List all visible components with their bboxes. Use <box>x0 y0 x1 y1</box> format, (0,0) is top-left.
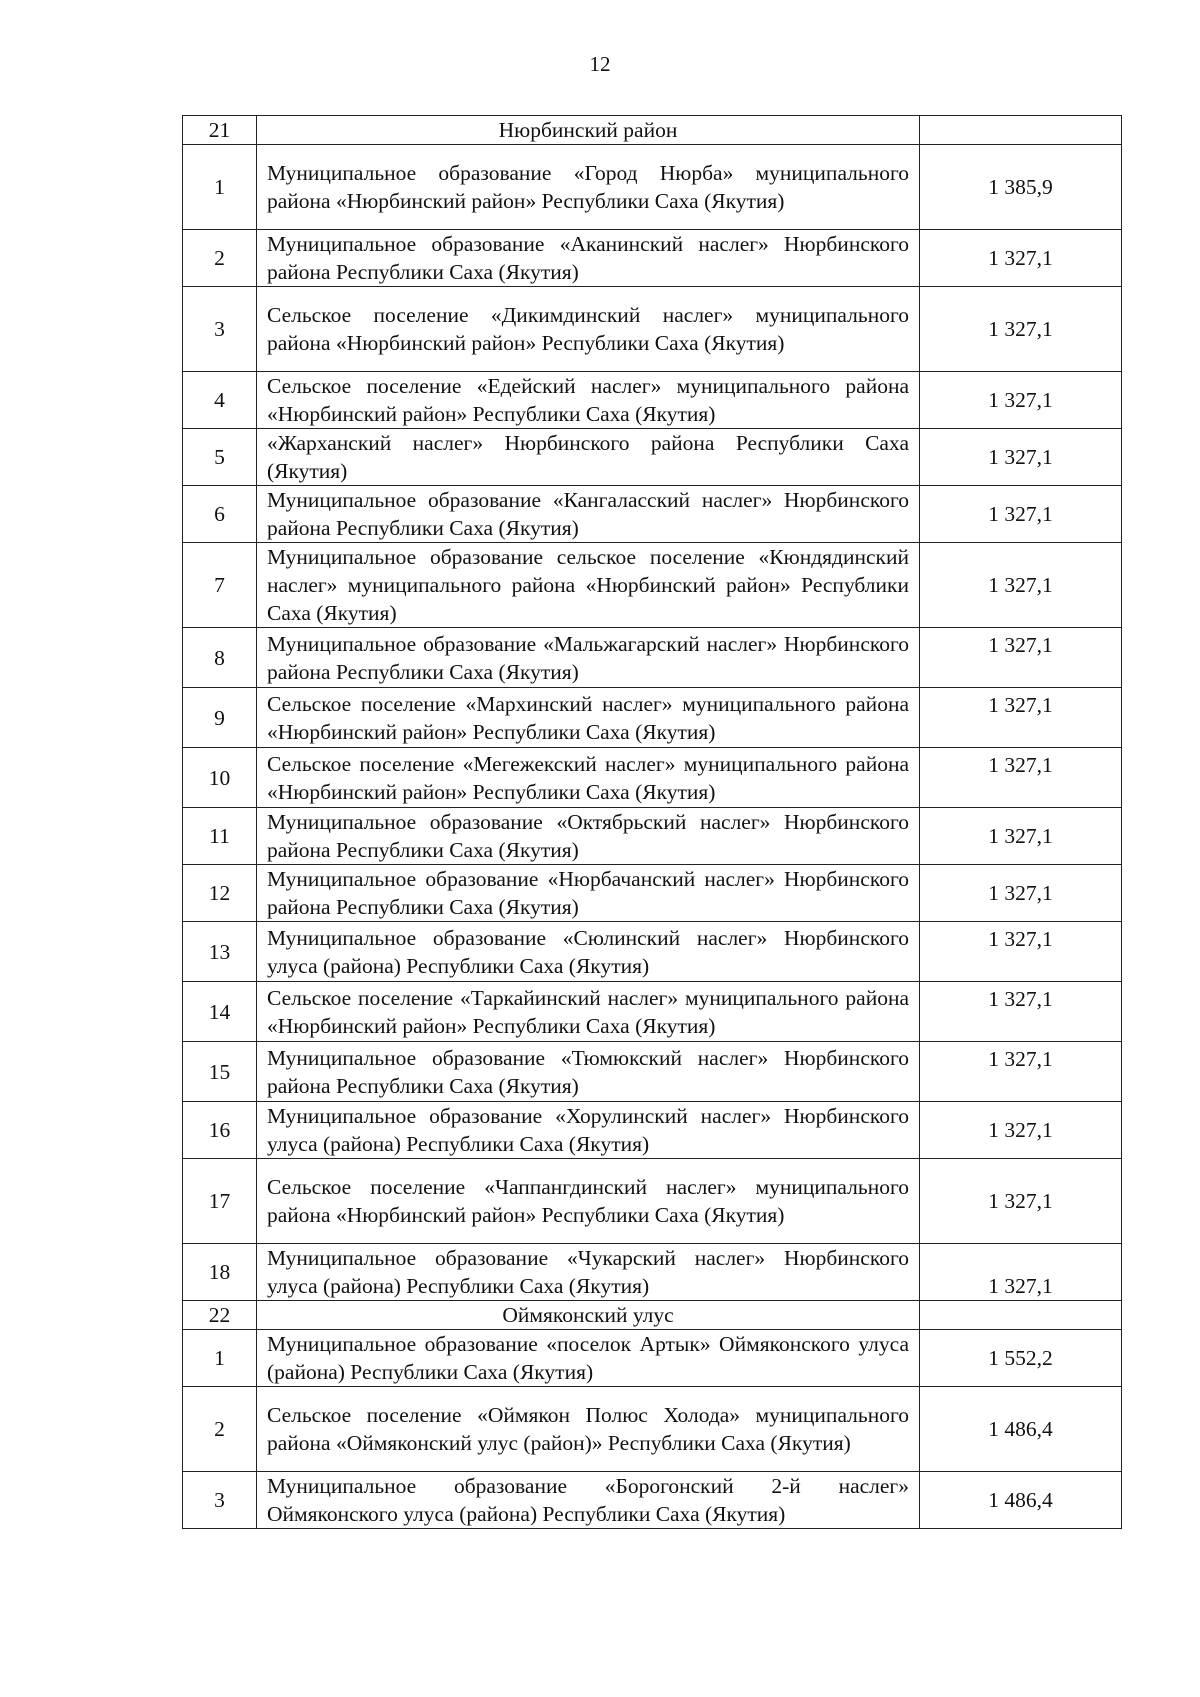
row-number: 1 <box>183 1330 257 1387</box>
municipality-name: Муниципальное образование «Чукарский наслег» Нюрбинского улуса (района) Республики Саха (Якутия) <box>257 1244 920 1301</box>
row-number: 3 <box>183 1472 257 1529</box>
row-number: 6 <box>183 486 257 543</box>
amount-value: 1 327,1 <box>920 865 1122 922</box>
table-row <box>183 1042 1122 1102</box>
row-number: 1 <box>183 145 257 230</box>
municipality-name: Муниципальное образование сельское поселение «Кюндядинский наслег» муниципального района «Нюрбинский район» Республики Саха (Якутия) <box>257 543 920 628</box>
table-row <box>183 688 1122 748</box>
amount-value: 1 327,1 <box>920 628 1122 688</box>
municipality-name: Муниципальное образование «поселок Артык» Оймяконского улуса (района) Республики Саха (Якутия) <box>257 1330 920 1387</box>
section-header-row <box>183 116 1122 145</box>
table-row <box>183 865 1122 922</box>
amount-value: 1 327,1 <box>920 808 1122 865</box>
municipality-name: Сельское поселение «Чаппангдинский наслег» муниципального района «Нюрбинский район» Республики Саха (Якутия) <box>257 1159 920 1244</box>
municipality-name: Муниципальное образование «Город Нюрба» муниципального района «Нюрбинский район» Республики Саха (Якутия) <box>257 145 920 230</box>
municipality-name: Муниципальное образование «Нюрбачанский наслег» Нюрбинского района Республики Саха (Якутия) <box>257 865 920 922</box>
table-row <box>183 982 1122 1042</box>
municipality-name: Сельское поселение «Оймякон Полюс Холода» муниципального района «Оймяконский улус (район)» Республики Саха (Якутия) <box>257 1387 920 1472</box>
row-number: 5 <box>183 429 257 486</box>
municipality-name: Муниципальное образование «Аканинский наслег» Нюрбинского района Республики Саха (Якутия) <box>257 230 920 287</box>
section-title: Нюрбинский район <box>257 116 920 145</box>
amount-value: 1 327,1 <box>920 1244 1122 1301</box>
section-number: 22 <box>183 1301 257 1330</box>
amount-value: 1 486,4 <box>920 1387 1122 1472</box>
table-row <box>183 145 1122 230</box>
amount-value: 1 327,1 <box>920 748 1122 808</box>
municipality-name: Муниципальное образование «Октябрьский наслег» Нюрбинского района Республики Саха (Якутия) <box>257 808 920 865</box>
row-number: 9 <box>183 688 257 748</box>
row-number: 15 <box>183 1042 257 1102</box>
municipality-name: Сельское поселение «Таркайинский наслег» муниципального района «Нюрбинский район» Республики Саха (Якутия) <box>257 982 920 1042</box>
table-row <box>183 748 1122 808</box>
page-number: 12 <box>589 52 611 76</box>
row-number: 4 <box>183 372 257 429</box>
municipality-name: Муниципальное образование «Кангаласский наслег» Нюрбинского района Республики Саха (Якутия) <box>257 486 920 543</box>
row-number: 10 <box>183 748 257 808</box>
municipality-name: «Жарханский наслег» Нюрбинского района Республики Саха (Якутия) <box>257 429 920 486</box>
municipality-name: Сельское поселение «Едейский наслег» муниципального района «Нюрбинский район» Республики Саха (Якутия) <box>257 372 920 429</box>
section-amount-empty <box>920 1301 1122 1330</box>
row-number: 2 <box>183 230 257 287</box>
amount-value: 1 327,1 <box>920 429 1122 486</box>
table-row <box>183 372 1122 429</box>
amount-value: 1 327,1 <box>920 486 1122 543</box>
table-row <box>183 1244 1122 1301</box>
amount-value: 1 327,1 <box>920 922 1122 982</box>
row-number: 12 <box>183 865 257 922</box>
table-row <box>183 429 1122 486</box>
row-number: 16 <box>183 1102 257 1159</box>
table-row <box>183 1330 1122 1387</box>
section-header-row <box>183 1301 1122 1330</box>
municipality-name: Сельское поселение «Мегежекский наслег» муниципального района «Нюрбинский район» Республики Саха (Якутия) <box>257 748 920 808</box>
row-number: 13 <box>183 922 257 982</box>
table-row <box>183 1387 1122 1472</box>
row-number: 17 <box>183 1159 257 1244</box>
amount-value: 1 552,2 <box>920 1330 1122 1387</box>
amount-value: 1 327,1 <box>920 543 1122 628</box>
municipality-name: Сельское поселение «Мархинский наслег» муниципального района «Нюрбинский район» Республики Саха (Якутия) <box>257 688 920 748</box>
amount-value: 1 327,1 <box>920 688 1122 748</box>
row-number: 2 <box>183 1387 257 1472</box>
table-row <box>183 1102 1122 1159</box>
municipality-name: Муниципальное образование «Тюмюкский наслег» Нюрбинского района Республики Саха (Якутия) <box>257 1042 920 1102</box>
amount-value: 1 327,1 <box>920 230 1122 287</box>
municipality-name: Муниципальное образование «Мальжагарский наслег» Нюрбинского района Республики Саха (Якутия) <box>257 628 920 688</box>
table-row <box>183 628 1122 688</box>
table-row <box>183 543 1122 628</box>
municipality-name: Муниципальное образование «Хорулинский наслег» Нюрбинского улуса (района) Республики Саха (Якутия) <box>257 1102 920 1159</box>
municipality-name: Сельское поселение «Дикимдинский наслег» муниципального района «Нюрбинский район» Республики Саха (Якутия) <box>257 287 920 372</box>
section-title: Оймяконский улус <box>257 1301 920 1330</box>
section-amount-empty <box>920 116 1122 145</box>
amount-value: 1 327,1 <box>920 1102 1122 1159</box>
table-row <box>183 922 1122 982</box>
amount-value: 1 385,9 <box>920 145 1122 230</box>
amount-value: 1 327,1 <box>920 1159 1122 1244</box>
row-number: 7 <box>183 543 257 628</box>
section-number: 21 <box>183 116 257 145</box>
municipality-name: Муниципальное образование «Сюлинский наслег» Нюрбинского улуса (района) Республики Саха (Якутия) <box>257 922 920 982</box>
amount-value: 1 327,1 <box>920 1042 1122 1102</box>
row-number: 8 <box>183 628 257 688</box>
amount-value: 1 327,1 <box>920 287 1122 372</box>
amount-value: 1 327,1 <box>920 982 1122 1042</box>
table-row <box>183 230 1122 287</box>
table-row <box>183 1159 1122 1244</box>
table-row <box>183 1472 1122 1529</box>
amount-value: 1 486,4 <box>920 1472 1122 1529</box>
amount-value: 1 327,1 <box>920 372 1122 429</box>
row-number: 14 <box>183 982 257 1042</box>
allocation-table <box>182 115 1122 1529</box>
row-number: 18 <box>183 1244 257 1301</box>
table-row <box>183 287 1122 372</box>
table-row <box>183 486 1122 543</box>
table-row <box>183 808 1122 865</box>
row-number: 3 <box>183 287 257 372</box>
row-number: 11 <box>183 808 257 865</box>
municipality-name: Муниципальное образование «Борогонский 2-й наслег» Оймяконского улуса (района) Республики Саха (Якутия) <box>257 1472 920 1529</box>
